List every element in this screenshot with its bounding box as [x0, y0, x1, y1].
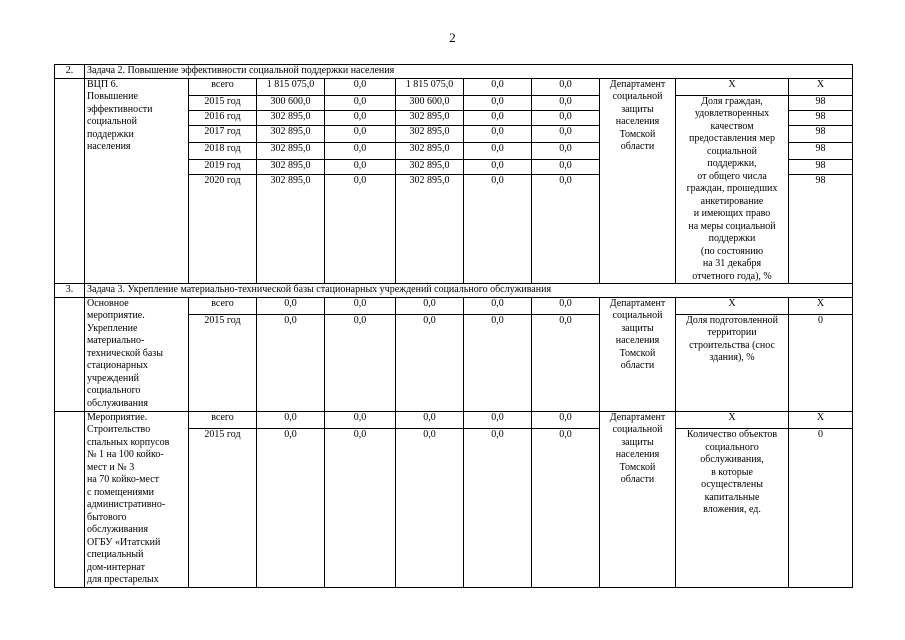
- other-value: 0,0: [532, 110, 600, 125]
- department-cell: Департамент социальной защиты населения Томской области: [600, 411, 676, 587]
- regional-value: 302 895,0: [396, 159, 464, 174]
- federal-value: 0,0: [325, 95, 396, 110]
- local-value: 0,0: [464, 78, 532, 95]
- other-value: 0,0: [532, 411, 600, 429]
- federal-value: 0,0: [325, 411, 396, 429]
- federal-value: 0,0: [325, 142, 396, 159]
- indicator-value: 98: [789, 110, 853, 125]
- regional-value: 1 815 075,0: [396, 78, 464, 95]
- indicator-name: Доля граждан, удовлетворенных качеством предоставления мер социальной поддержки, от общего числа граждан, прошедших анкетирование и имеющих право на меры социальной поддержки (по состоянию на 31 декабря отчетного года), %: [676, 95, 789, 284]
- local-value: 0,0: [464, 110, 532, 125]
- period-cell: 2015 год: [189, 314, 257, 411]
- indicator-name: Доля подготовленной территории строительства (снос здания), %: [676, 314, 789, 411]
- total-value: 302 895,0: [257, 159, 325, 174]
- local-value: 0,0: [464, 159, 532, 174]
- regional-value: 302 895,0: [396, 125, 464, 142]
- other-value: 0,0: [532, 429, 600, 587]
- task-number: 2.: [55, 65, 85, 79]
- task-number: 3.: [55, 284, 85, 298]
- indicator-header-value: Х: [789, 78, 853, 95]
- period-cell: 2016 год: [189, 110, 257, 125]
- period-cell: 2017 год: [189, 125, 257, 142]
- federal-value: 0,0: [325, 110, 396, 125]
- program-name: Мероприятие. Строительство спальных корпусов № 1 на 100 койко- мест и № 3 на 70 койко-мест с помещениями административно- бытового обслуживания ОГБУ «Итатский специальный дом-интернат для престарелых: [85, 411, 189, 587]
- federal-value: 0,0: [325, 314, 396, 411]
- row-number-cell: [55, 78, 85, 284]
- row-number-cell: [55, 297, 85, 411]
- period-cell: всего: [189, 297, 257, 314]
- regional-value: 302 895,0: [396, 110, 464, 125]
- department-cell: Департамент социальной защиты населения Томской области: [600, 78, 676, 284]
- budget-table: [54, 64, 853, 588]
- total-value: 0,0: [257, 297, 325, 314]
- indicator-name: Количество объектов социального обслуживания, в которые осуществлены капитальные вложения, ед.: [676, 429, 789, 587]
- regional-value: 0,0: [396, 314, 464, 411]
- federal-value: 0,0: [325, 429, 396, 587]
- regional-value: 300 600,0: [396, 95, 464, 110]
- other-value: 0,0: [532, 95, 600, 110]
- period-cell: 2020 год: [189, 175, 257, 284]
- task-header-row: [55, 65, 853, 79]
- regional-value: 302 895,0: [396, 175, 464, 284]
- other-value: 0,0: [532, 175, 600, 284]
- row-number-cell: [55, 411, 85, 587]
- program-name: Основное мероприятие. Укрепление материально- технической базы стационарных учреждений социального обслуживания: [85, 297, 189, 411]
- total-value: 0,0: [257, 314, 325, 411]
- local-value: 0,0: [464, 175, 532, 284]
- period-cell: всего: [189, 411, 257, 429]
- indicator-header: Х: [676, 297, 789, 314]
- federal-value: 0,0: [325, 78, 396, 95]
- total-value: 302 895,0: [257, 175, 325, 284]
- other-value: 0,0: [532, 159, 600, 174]
- regional-value: 0,0: [396, 411, 464, 429]
- federal-value: 0,0: [325, 159, 396, 174]
- period-cell: 2015 год: [189, 95, 257, 110]
- page-number: 2: [449, 30, 456, 45]
- department-cell: Департамент социальной защиты населения Томской области: [600, 297, 676, 411]
- period-cell: 2019 год: [189, 159, 257, 174]
- total-value: 0,0: [257, 411, 325, 429]
- total-value: 302 895,0: [257, 110, 325, 125]
- local-value: 0,0: [464, 429, 532, 587]
- indicator-value: 98: [789, 95, 853, 110]
- federal-value: 0,0: [325, 297, 396, 314]
- program-name: ВЦП 6. Повышение эффективности социальной поддержки населения: [85, 78, 189, 284]
- regional-value: 0,0: [396, 297, 464, 314]
- federal-value: 0,0: [325, 175, 396, 284]
- period-cell: 2015 год: [189, 429, 257, 587]
- other-value: 0,0: [532, 297, 600, 314]
- indicator-value: 98: [789, 175, 853, 284]
- indicator-value: 98: [789, 125, 853, 142]
- indicator-header-value: Х: [789, 411, 853, 429]
- other-value: 0,0: [532, 78, 600, 95]
- local-value: 0,0: [464, 95, 532, 110]
- local-value: 0,0: [464, 297, 532, 314]
- regional-value: 302 895,0: [396, 142, 464, 159]
- indicator-value: 0: [789, 429, 853, 587]
- regional-value: 0,0: [396, 429, 464, 587]
- indicator-value: 0: [789, 314, 853, 411]
- indicator-value: 98: [789, 142, 853, 159]
- period-cell: всего: [189, 78, 257, 95]
- table-row: [55, 297, 853, 314]
- total-value: 302 895,0: [257, 142, 325, 159]
- table-row: [55, 78, 853, 95]
- other-value: 0,0: [532, 314, 600, 411]
- task-title: Задача 3. Укрепление материально-технической базы стационарных учреждений социального обслуживания: [85, 284, 853, 298]
- other-value: 0,0: [532, 125, 600, 142]
- indicator-header: Х: [676, 411, 789, 429]
- local-value: 0,0: [464, 125, 532, 142]
- local-value: 0,0: [464, 411, 532, 429]
- other-value: 0,0: [532, 142, 600, 159]
- local-value: 0,0: [464, 142, 532, 159]
- federal-value: 0,0: [325, 125, 396, 142]
- total-value: 302 895,0: [257, 125, 325, 142]
- total-value: 0,0: [257, 429, 325, 587]
- task-header-row: [55, 284, 853, 298]
- period-cell: 2018 год: [189, 142, 257, 159]
- indicator-header: Х: [676, 78, 789, 95]
- indicator-value: 98: [789, 159, 853, 174]
- table-row: [55, 411, 853, 429]
- indicator-header-value: Х: [789, 297, 853, 314]
- total-value: 1 815 075,0: [257, 78, 325, 95]
- task-title: Задача 2. Повышение эффективности социальной поддержки населения: [85, 65, 853, 79]
- total-value: 300 600,0: [257, 95, 325, 110]
- local-value: 0,0: [464, 314, 532, 411]
